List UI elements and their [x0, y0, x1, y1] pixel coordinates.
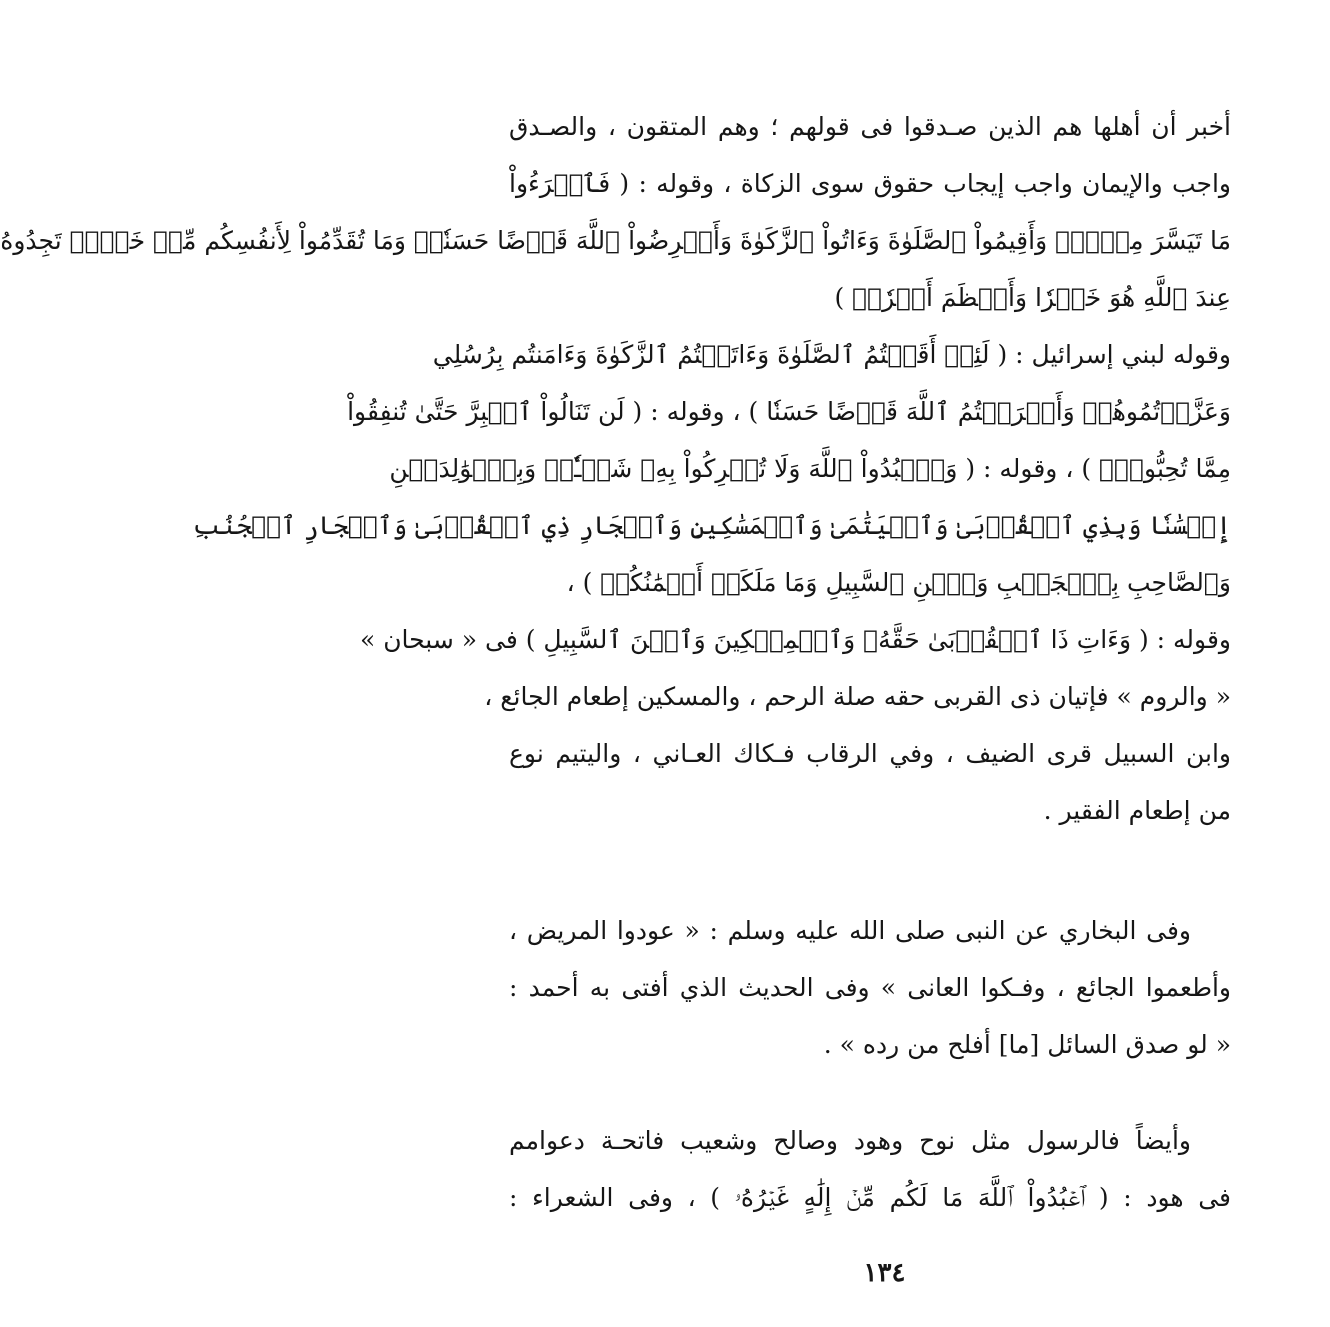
text-line: وأيضاً فالرسول مثل نوح وهود وصالح وشعيب فاتحـة دعوامم	[509, 1126, 1191, 1155]
quran-verse-line: إِحۡسَٰنٗا وَبِذِي ٱلۡقُرۡبَىٰ وَٱلۡيَتَٰمَىٰ وَٱلۡمَسَٰكِينِ وَٱلۡجَارِ ذِي ٱلۡقُرۡبَىٰ وَٱلۡجَارِ ٱلۡجُنُبِ	[192, 511, 1231, 540]
quran-verse-line: عِندَ ٱللَّهِ هُوَ خَيۡرٗا وَأَعۡظَمَ أَجۡرٗاۚ )	[834, 283, 1231, 312]
text-line: وأطعموا الجائع ، وفـكوا العانى » وفى الحديث الذي أفتى به أحمد :	[509, 973, 1231, 1002]
text-line: وفى البخاري عن النبى صلى الله عليه وسلم : « عودوا المريض ،	[509, 916, 1191, 945]
quran-verse-line: وَٱلصَّاحِبِ بِٱلۡجَنۢبِ وَٱبۡنِ ٱلسَّبِيلِ وَمَا مَلَكَتۡ أَيۡمَٰنُكُمۡ ) ،	[566, 568, 1231, 597]
paragraph-bukhari-hadith	[509, 902, 1231, 1073]
text-line: واجب والإيمان واجب إيجاب حقوق سوى الزكاة ، وقوله : ( فَٱقۡرَءُواْ	[509, 169, 1231, 198]
text-line: وقوله : ( وَءَاتِ ذَا ٱلۡقُرۡبَىٰ حَقَّهُۥ وَٱلۡمِسۡكِينَ وَٱبۡنَ ٱلسَّبِيلِ ) فى « سبحان »	[359, 625, 1231, 654]
paragraph-zakat-quran	[0, 98, 1231, 839]
text-line: مِمَّا تُحِبُّونَۚ ) ، وقوله : ( وَٱعۡبُدُواْ ٱللَّهَ وَلَا تُشۡرِكُواْ بِهِۦ شَيۡـٔٗاۖ وَبِٱلۡوَٰلِدَيۡنِ	[389, 454, 1231, 483]
paragraph-messengers	[509, 1112, 1231, 1226]
text-line: أخبر أن أهلها هم الذين صـدقوا فى قولهم ؛ وهم المتقون ، والصـدق	[509, 112, 1231, 141]
text-line: وَعَزَّرۡتُمُوهُمۡ وَأَقۡرَضۡتُمُ ٱللَّهَ قَرۡضًا حَسَنٗا ) ، وقوله : ( لَن تَنَالُواْ ٱلۡبِرَّ حَتَّىٰ تُنفِقُواْ	[347, 397, 1231, 426]
text-line: « لو صدق السائل [ما] أفلح من رده » .	[823, 1030, 1231, 1059]
text-line: « والروم » فإتيان ذى القربى حقه صلة الرحم ، والمسكين إطعام الجائع ،	[484, 682, 1231, 711]
quran-verse-line: مَا تَيَسَّرَ مِنۡهُۚ وَأَقِيمُواْ ٱلصَّلَوٰةَ وَءَاتُواْ ٱلزَّكَوٰةَ وَأَقۡرِضُواْ ٱللَّهَ قَرۡضًا حَسَنٗاۚ وَمَا تُقَدِّمُواْ لِأَنفُسِكُم مِّنۡ خَيۡرٖ تَجِدُوهُ	[0, 226, 1231, 255]
text-line: وابن السبيل قرى الضيف ، وفي الرقاب فـكاك العـاني ، واليتيم نوع	[509, 739, 1231, 768]
page-number: ١٣٤	[863, 1258, 906, 1288]
text-line: من إطعام الفقير .	[1043, 796, 1231, 825]
text-line: فى هود : ( ٱعۡبُدُواْ ٱللَّهَ مَا لَكُم مِّنۡ إِلَٰهٍ غَيۡرُهُۥ ) ، وفى الشعراء :	[509, 1183, 1231, 1212]
text-line: وقوله لبني إسرائيل : ( لَئِنۡ أَقَمۡتُمُ ٱلصَّلَوٰةَ وَءَاتَيۡتُمُ ٱلزَّكَوٰةَ وَءَامَنتُم بِرُسُلِي	[432, 340, 1231, 369]
